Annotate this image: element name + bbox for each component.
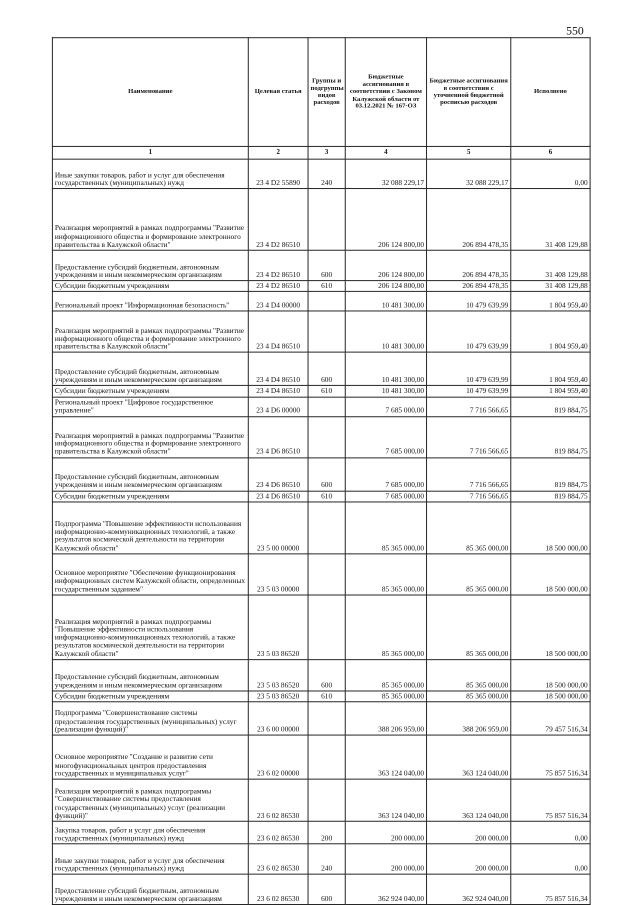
row-name: Региональный проект "Цифровое государственное управление" — [52, 397, 248, 417]
row-executed: 18 500 000,00 — [511, 595, 590, 660]
table-row — [52, 159, 590, 188]
table-row — [52, 457, 590, 490]
row-revised-allocation: 10 479 639,99 — [427, 352, 511, 385]
row-law-allocation: 206 124 800,00 — [345, 189, 426, 251]
row-expense-group — [308, 397, 345, 417]
table-row — [52, 416, 590, 457]
row-revised-allocation: 85 365 000,00 — [427, 502, 511, 554]
row-target-article: 23 4 D2 55890 — [248, 159, 308, 188]
column-number: 5 — [427, 146, 511, 159]
table-row — [52, 691, 590, 702]
row-law-allocation: 10 481 300,00 — [345, 352, 426, 385]
row-law-allocation: 10 481 300,00 — [345, 311, 426, 352]
table-row — [52, 281, 590, 292]
row-expense-group: 200 — [308, 821, 345, 844]
row-revised-allocation: 85 365 000,00 — [427, 691, 511, 702]
column-number: 1 — [52, 146, 248, 159]
row-executed: 18 500 000,00 — [511, 502, 590, 554]
row-name: Подпрограмма "Совершенствование системы предоставления государственных (муниципальных) услуг (реализации функций)" — [52, 702, 248, 735]
row-target-article: 23 4 D4 86510 — [248, 352, 308, 385]
row-target-article: 23 4 D2 86510 — [248, 189, 308, 251]
row-name: Предоставление субсидий бюджетным, автономным учреждениям и иным некоммерческим организациям — [52, 874, 248, 904]
table-body — [52, 159, 590, 904]
row-expense-group: 610 — [308, 491, 345, 502]
row-executed: 1 804 959,40 — [511, 311, 590, 352]
row-law-allocation: 363 124 040,00 — [345, 735, 426, 779]
table-row — [52, 397, 590, 417]
page-number: 550 — [566, 23, 584, 38]
row-expense-group — [308, 189, 345, 251]
row-name: Реализация мероприятий в рамках подпрограммы "Развитие информационного общества и формирование электронного правительства в Калужской области" — [52, 311, 248, 352]
table-row — [52, 352, 590, 385]
column-number: 2 — [248, 146, 308, 159]
row-expense-group — [308, 311, 345, 352]
table-row — [52, 189, 590, 251]
row-expense-group: 600 — [308, 659, 345, 690]
row-name: Предоставление субсидий бюджетным, автономным учреждениям и иным некоммерческим организациям — [52, 352, 248, 385]
row-executed: 0,00 — [511, 844, 590, 874]
row-target-article: 23 5 03 86520 — [248, 659, 308, 690]
row-law-allocation: 200 000,00 — [345, 821, 426, 844]
row-target-article: 23 6 00 00000 — [248, 702, 308, 735]
row-name: Подпрограмма "Повышение эффективности использования информационно-коммуникационных технологий, а также результатов космической деятельности на территории Калужской области" — [52, 502, 248, 554]
row-target-article: 23 5 03 86520 — [248, 595, 308, 660]
row-revised-allocation: 7 716 566,65 — [427, 457, 511, 490]
column-number: 4 — [345, 146, 426, 159]
row-expense-group — [308, 702, 345, 735]
row-revised-allocation: 85 365 000,00 — [427, 595, 511, 660]
row-revised-allocation: 363 124 040,00 — [427, 735, 511, 779]
row-executed: 18 500 000,00 — [511, 691, 590, 702]
row-law-allocation: 85 365 000,00 — [345, 659, 426, 690]
table-row — [52, 250, 590, 280]
row-revised-allocation: 10 479 639,99 — [427, 386, 511, 397]
row-name: Предоставление субсидий бюджетным, автономным учреждениям и иным некоммерческим организациям — [52, 457, 248, 490]
row-name: Реализация мероприятий в рамках подпрограммы "Совершенствование системы предоставления государственных (муниципальных) услуг (реализации функций)" — [52, 779, 248, 821]
row-executed: 75 857 516,34 — [511, 874, 590, 904]
table-row — [52, 821, 590, 844]
column-number: 6 — [511, 146, 590, 159]
table-row — [52, 735, 590, 779]
row-executed: 819 884,75 — [511, 457, 590, 490]
row-name: Субсидии бюджетным учреждениям — [52, 281, 248, 292]
row-executed: 819 884,75 — [511, 416, 590, 457]
row-target-article: 23 6 02 86530 — [248, 874, 308, 904]
header-target-article: Целевая статья — [248, 38, 308, 147]
row-target-article: 23 6 02 86530 — [248, 779, 308, 821]
row-target-article: 23 4 D6 00000 — [248, 397, 308, 417]
table-row — [52, 554, 590, 595]
row-executed: 31 408 129,88 — [511, 250, 590, 280]
row-executed: 31 408 129,88 — [511, 281, 590, 292]
row-name: Основное мероприятие "Обеспечение функционирования информационных систем Калужской области, определенных государственным заданием" — [52, 554, 248, 595]
row-executed: 18 500 000,00 — [511, 659, 590, 690]
row-executed: 18 500 000,00 — [511, 554, 590, 595]
row-revised-allocation: 85 365 000,00 — [427, 554, 511, 595]
row-revised-allocation: 388 206 959,00 — [427, 702, 511, 735]
row-expense-group — [308, 779, 345, 821]
row-law-allocation: 7 685 000,00 — [345, 416, 426, 457]
row-revised-allocation: 363 124 040,00 — [427, 779, 511, 821]
row-expense-group: 600 — [308, 352, 345, 385]
row-target-article: 23 4 D2 86510 — [248, 250, 308, 280]
row-target-article: 23 4 D4 86510 — [248, 311, 308, 352]
row-expense-group: 600 — [308, 874, 345, 904]
row-law-allocation: 7 685 000,00 — [345, 457, 426, 490]
column-number-row — [52, 146, 590, 159]
row-law-allocation: 200 000,00 — [345, 844, 426, 874]
row-name: Закупка товаров, работ и услуг для обеспечения государственных (муниципальных) нужд — [52, 821, 248, 844]
row-target-article: 23 6 02 86530 — [248, 844, 308, 874]
row-executed: 1 804 959,40 — [511, 292, 590, 312]
row-law-allocation: 85 365 000,00 — [345, 691, 426, 702]
row-name: Предоставление субсидий бюджетным, автономным учреждениям и иным некоммерческим организациям — [52, 659, 248, 690]
row-name: Реализация мероприятий в рамках подпрограммы "Развитие информационного общества и формирование электронного правительства в Калужской области" — [52, 189, 248, 251]
header-name: Наименование — [52, 38, 248, 147]
table-header-row — [52, 38, 590, 147]
budget-table — [52, 37, 591, 905]
row-expense-group — [308, 416, 345, 457]
row-name: Региональный проект "Информационная безопасность" — [52, 292, 248, 312]
row-expense-group: 600 — [308, 250, 345, 280]
row-expense-group — [308, 292, 345, 312]
row-revised-allocation: 206 894 478,35 — [427, 281, 511, 292]
row-revised-allocation: 206 894 478,35 — [427, 189, 511, 251]
row-expense-group: 610 — [308, 281, 345, 292]
table-row — [52, 292, 590, 312]
row-target-article: 23 4 D4 86510 — [248, 386, 308, 397]
row-executed: 79 457 516,34 — [511, 702, 590, 735]
row-target-article: 23 5 03 86520 — [248, 691, 308, 702]
row-expense-group — [308, 554, 345, 595]
row-name: Субсидии бюджетным учреждениям — [52, 386, 248, 397]
row-target-article: 23 6 02 86530 — [248, 821, 308, 844]
row-executed: 1 804 959,40 — [511, 352, 590, 385]
table-row — [52, 491, 590, 502]
row-revised-allocation: 32 088 229,17 — [427, 159, 511, 188]
row-name: Предоставление субсидий бюджетным, автономным учреждениям и иным некоммерческим организациям — [52, 250, 248, 280]
row-revised-allocation: 7 716 566,65 — [427, 397, 511, 417]
row-target-article: 23 4 D6 86510 — [248, 491, 308, 502]
row-executed: 75 857 516,34 — [511, 735, 590, 779]
row-law-allocation: 363 124 040,00 — [345, 779, 426, 821]
row-target-article: 23 4 D2 86510 — [248, 281, 308, 292]
row-revised-allocation: 206 894 478,35 — [427, 250, 511, 280]
header-law-allocation: Бюджетные ассигнования в соответствии с Законом Калужской области от 03.12.2021 № 167-ОЗ — [345, 38, 426, 147]
row-target-article: 23 4 D6 86510 — [248, 416, 308, 457]
row-target-article: 23 5 00 00000 — [248, 502, 308, 554]
row-expense-group: 240 — [308, 844, 345, 874]
row-executed: 819 884,75 — [511, 491, 590, 502]
row-name: Реализация мероприятий в рамках подпрограммы "Развитие информационного общества и формирование электронного правительства в Калужской области" — [52, 416, 248, 457]
table-row — [52, 779, 590, 821]
row-name: Основное мероприятие "Создание и развитие сети многофункциональных центров предоставления государственных и муниципальных услуг" — [52, 735, 248, 779]
table-row — [52, 502, 590, 554]
row-revised-allocation: 362 924 040,00 — [427, 874, 511, 904]
row-executed: 819 884,75 — [511, 397, 590, 417]
row-revised-allocation: 200 000,00 — [427, 821, 511, 844]
table-row — [52, 595, 590, 660]
row-law-allocation: 85 365 000,00 — [345, 502, 426, 554]
table-row — [52, 386, 590, 397]
row-law-allocation: 7 685 000,00 — [345, 397, 426, 417]
row-law-allocation: 10 481 300,00 — [345, 292, 426, 312]
row-target-article: 23 4 D4 00000 — [248, 292, 308, 312]
row-revised-allocation: 85 365 000,00 — [427, 659, 511, 690]
row-law-allocation: 10 481 300,00 — [345, 386, 426, 397]
row-target-article: 23 4 D6 86510 — [248, 457, 308, 490]
row-revised-allocation: 7 716 566,65 — [427, 491, 511, 502]
row-target-article: 23 5 03 00000 — [248, 554, 308, 595]
row-law-allocation: 362 924 040,00 — [345, 874, 426, 904]
row-law-allocation: 85 365 000,00 — [345, 595, 426, 660]
row-law-allocation: 7 685 000,00 — [345, 491, 426, 502]
row-expense-group — [308, 595, 345, 660]
table-row — [52, 844, 590, 874]
row-revised-allocation: 200 000,00 — [427, 844, 511, 874]
row-revised-allocation: 7 716 566,65 — [427, 416, 511, 457]
row-executed: 75 857 516,34 — [511, 779, 590, 821]
row-expense-group — [308, 502, 345, 554]
header-expense-group: Группы и подгруппы видов расходов — [308, 38, 345, 147]
row-executed: 0,00 — [511, 821, 590, 844]
table-row — [52, 702, 590, 735]
row-expense-group — [308, 735, 345, 779]
row-expense-group: 600 — [308, 457, 345, 490]
row-law-allocation: 206 124 800,00 — [345, 281, 426, 292]
row-expense-group: 610 — [308, 691, 345, 702]
column-number: 3 — [308, 146, 345, 159]
row-law-allocation: 85 365 000,00 — [345, 554, 426, 595]
table-row — [52, 311, 590, 352]
row-revised-allocation: 10 479 639,99 — [427, 311, 511, 352]
row-expense-group: 240 — [308, 159, 345, 188]
table-row — [52, 659, 590, 690]
row-expense-group: 610 — [308, 386, 345, 397]
row-name: Субсидии бюджетным учреждениям — [52, 691, 248, 702]
header-executed: Исполнено — [511, 38, 590, 147]
row-executed: 31 408 129,88 — [511, 189, 590, 251]
row-revised-allocation: 10 479 639,99 — [427, 292, 511, 312]
row-name: Реализация мероприятий в рамках подпрограммы "Повышение эффективности использования информационно-коммуникационных технологий, а также результатов космической деятельности на территории Калужской области" — [52, 595, 248, 660]
table-row — [52, 874, 590, 904]
row-law-allocation: 206 124 800,00 — [345, 250, 426, 280]
row-law-allocation: 32 088 229,17 — [345, 159, 426, 188]
row-name: Субсидии бюджетным учреждениям — [52, 491, 248, 502]
row-executed: 1 804 959,40 — [511, 386, 590, 397]
row-name: Иные закупки товаров, работ и услуг для обеспечения государственных (муниципальных) нужд — [52, 844, 248, 874]
row-target-article: 23 6 02 00000 — [248, 735, 308, 779]
row-name: Иные закупки товаров, работ и услуг для обеспечения государственных (муниципальных) нужд — [52, 159, 248, 188]
row-executed: 0,00 — [511, 159, 590, 188]
header-revised-allocation: Бюджетные ассигнования в соответствии с уточненной бюджетной росписью расходов — [427, 38, 511, 147]
row-law-allocation: 388 206 959,00 — [345, 702, 426, 735]
